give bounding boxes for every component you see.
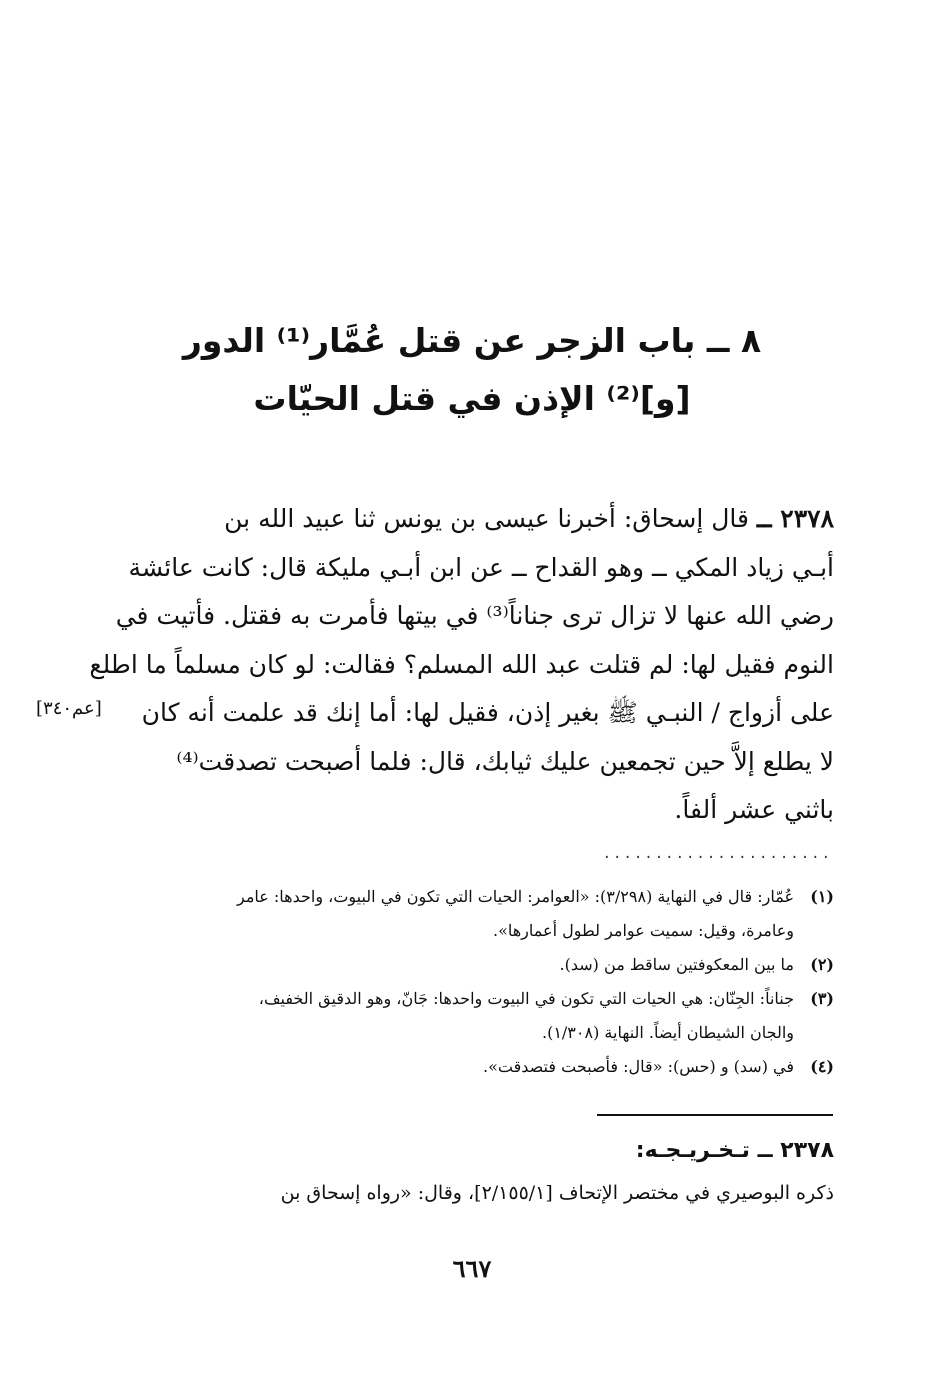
- footnote-marker: (٤): [810, 1057, 834, 1076]
- footnote-body: [110, 948, 794, 982]
- footnote-line: ما بين المعكوفتين ساقط من (سد).: [559, 955, 794, 974]
- hadith-number: ٢٣٧٨ ــ: [756, 504, 834, 533]
- hadith-line-1: [110, 495, 834, 544]
- hadith-text: [89, 495, 834, 835]
- footnote-marker: (٢): [810, 955, 834, 974]
- takhrij-heading: ٢٣٧٨ ــ تـخـريـجـه:: [635, 1138, 834, 1163]
- footnote-body: [110, 1050, 794, 1084]
- hadith-line-4: النوم فقيل لها: لم قتلت عبد الله المسلم؟ فقالت: لو كان مسلماً ما اطلع: [89, 649, 834, 679]
- takhrij-rule: [597, 1114, 833, 1116]
- footnote-body: [110, 982, 794, 1050]
- footnote-separator: ......................: [602, 846, 832, 862]
- footnote-line: في (سد) و (حس): «قال: فأصبحت فتصدقت».: [483, 1057, 794, 1076]
- hadith-line-6: لا يطلع إلاَّ حين تجمعين عليك ثيابك، قال: فلما أصبحت تصدقت⁽⁴⁾: [176, 746, 834, 776]
- chapter-title-line-2: [و]⁽²⁾ الإذن في قتل الحيّات: [253, 379, 691, 418]
- hadith-line-2: أبـي زياد المكي ــ وهو القداح ــ عن ابن أبـي مليكة قال: كانت عائشة: [128, 552, 834, 582]
- footnote-marker: (١): [810, 887, 834, 906]
- footnote-line: والجان الشيطان أيضاً. النهاية (١/٣٠٨).: [541, 1023, 794, 1042]
- hadith-line-5: على أزواج / النبـي ﷺ بغير إذن، فقيل لها: أما إنك قد علمت أنه كان: [141, 698, 834, 727]
- chapter-title: [110, 312, 834, 428]
- footnote-line: عُمّار: قال في النهاية (٣/٢٩٨): «العوامر: الحيات التي تكون في البيوت، واحدها: عامر: [237, 887, 794, 906]
- footnotes: [110, 880, 834, 1084]
- hadith-line-1-text: قال إسحاق: أخبرنا عيسى بن يونس ثنا عبيد الله بن: [224, 504, 749, 533]
- footnote-line: وعامرة، وقيل: سميت عوامر لطول أعمارها».: [492, 921, 794, 940]
- footnote-3: [110, 982, 834, 1050]
- hadith-line-7: باثني عشر ألفاً.: [674, 795, 834, 824]
- footnote-2: [110, 948, 834, 982]
- footnote-1: [110, 880, 834, 948]
- hadith-line-3: رضي الله عنها لا تزال ترى جناناً⁽³⁾ في بيتها فأمرت به فقتل. فأتيت في: [115, 601, 834, 630]
- footnote-marker: (٣): [810, 989, 834, 1008]
- chapter-title-line-1: ٨ ــ باب الزجر عن قتل عُمَّار⁽¹⁾ الدور: [182, 321, 762, 360]
- margin-reference: [عم٣٤٠]: [36, 698, 102, 719]
- footnote-body: [110, 880, 794, 948]
- footnote-4: [110, 1050, 834, 1084]
- footnote-line: جناناً: الجِنّان: هي الحيات التي تكون في البيوت واحدها: جَانّ، وهو الدقيق الخفيف،: [258, 989, 794, 1008]
- takhrij-text: ذكره البوصيري في مختصر الإتحاف [٢/١٥٥/١]، وقال: «رواه إسحاق بن: [280, 1182, 834, 1204]
- page-number: ٦٦٧: [452, 1254, 492, 1283]
